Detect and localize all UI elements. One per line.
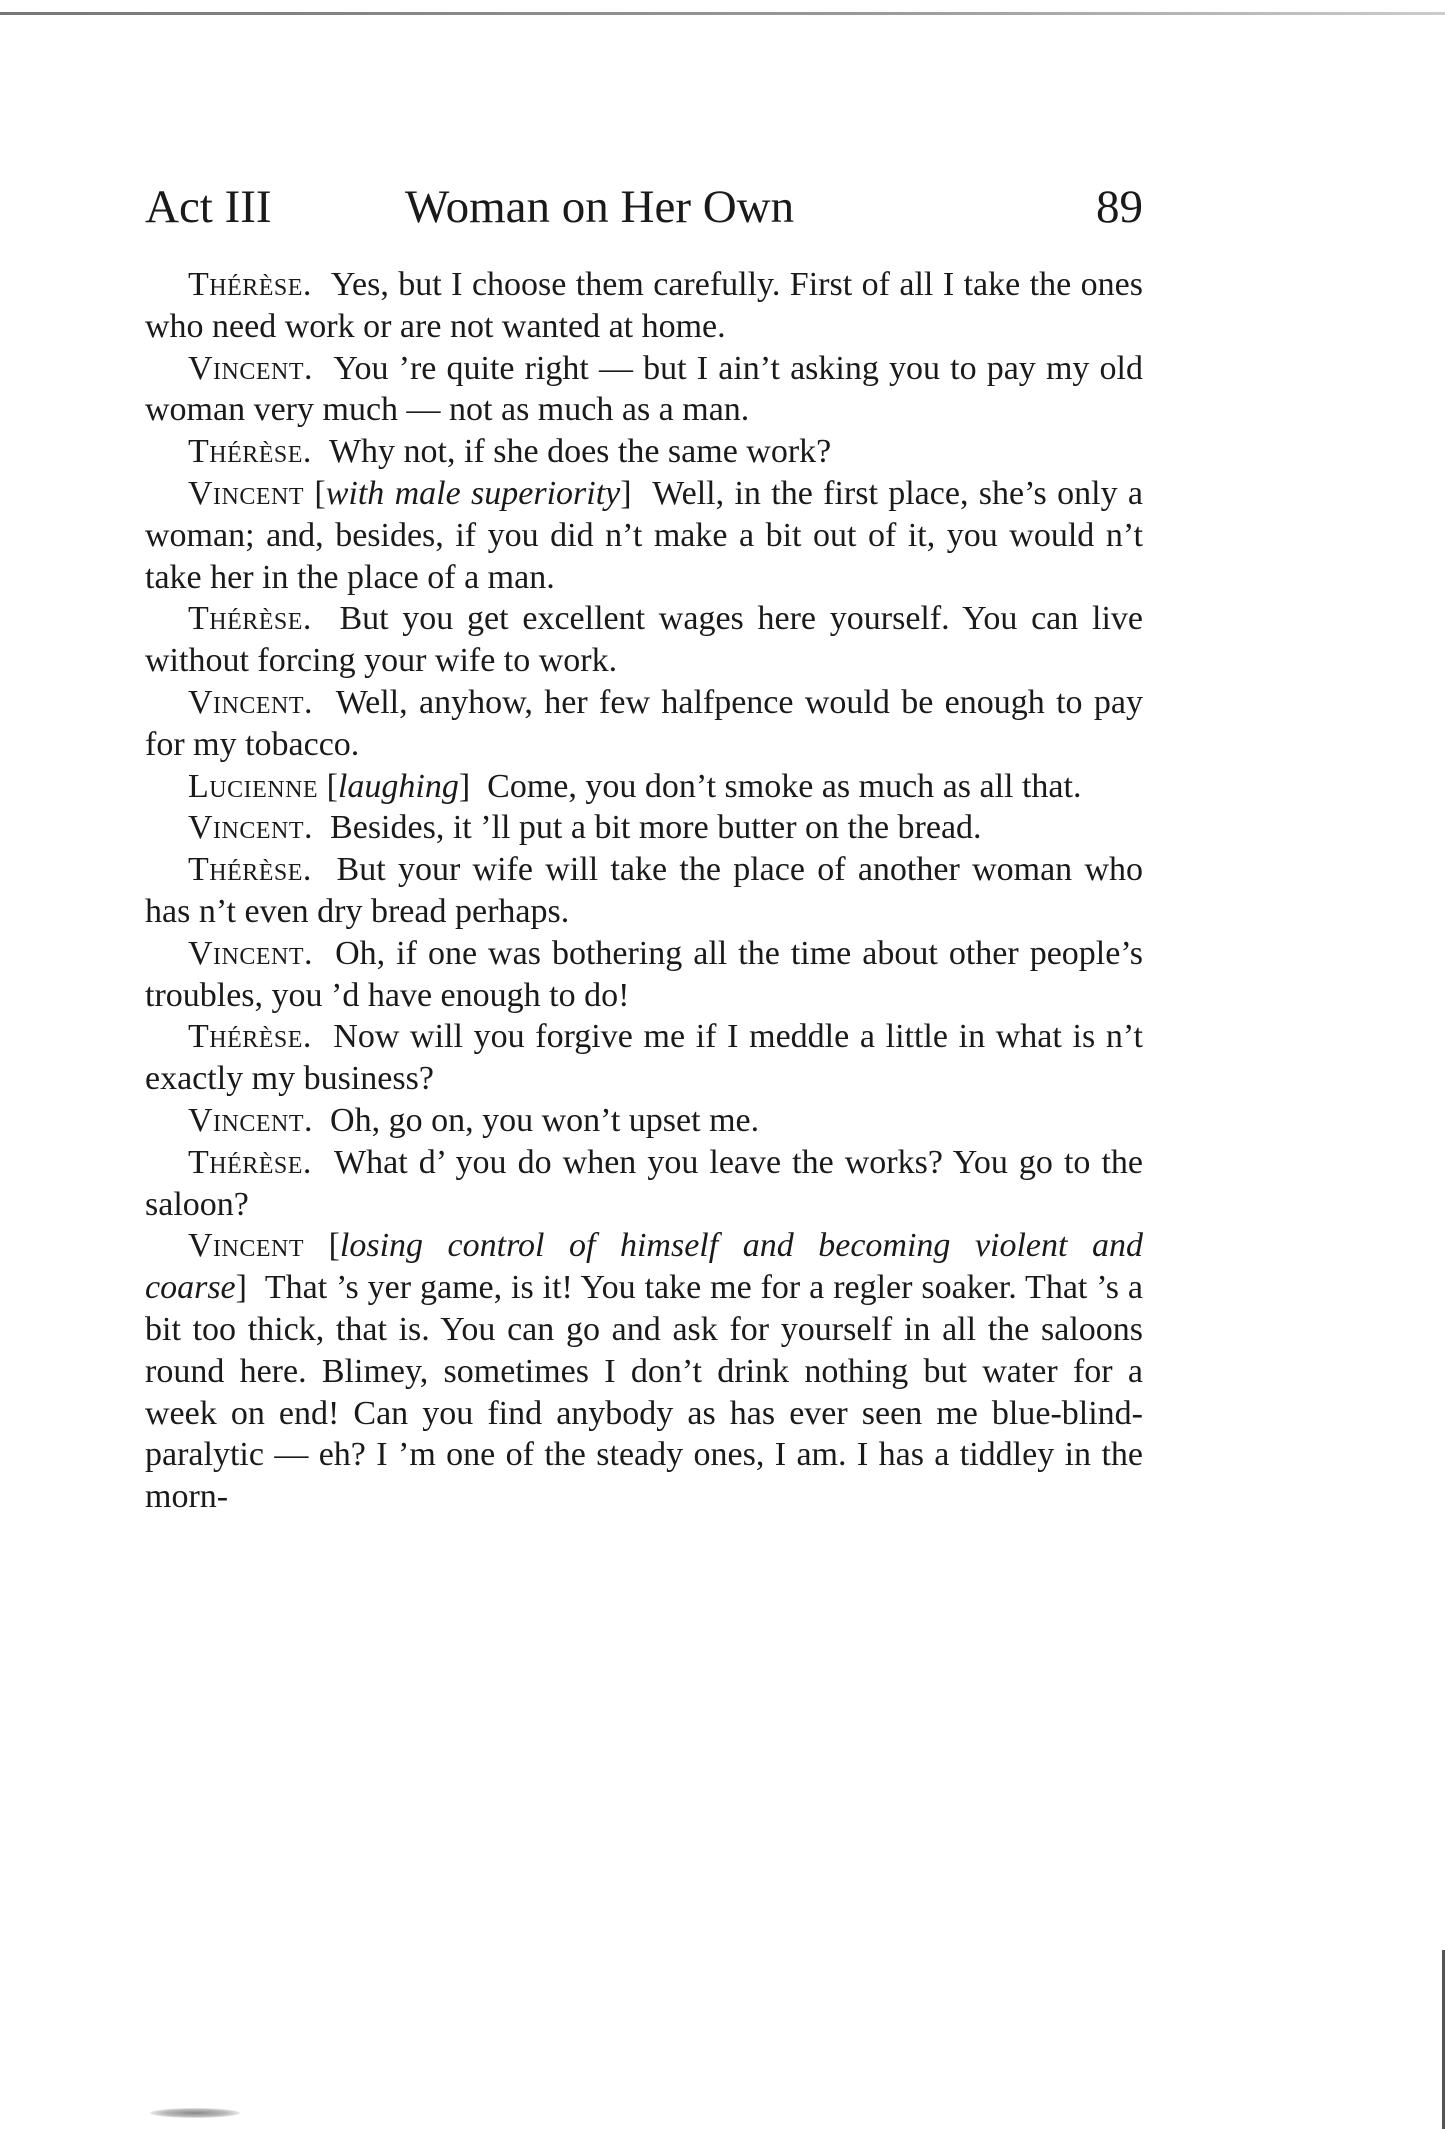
speech-paragraph <box>145 1016 1143 1100</box>
speech-text: But your wife will take the place of another woman who has n’t even dry bread perhaps. <box>145 851 1144 930</box>
page-number: 89 <box>1096 181 1143 233</box>
speech-text: Yes, but I choose them carefully. First of all I take the ones who need work or are not wanted at home. <box>145 266 1143 345</box>
speech-paragraph <box>145 431 1143 473</box>
speaker-name: Vincent <box>188 474 305 512</box>
stage-direction: with male superiority <box>325 474 621 512</box>
running-header <box>145 180 1143 240</box>
speech-paragraph: Vincent [losing control of himself and becoming violent and coarse] That ’s yer game, is it! You take me for a regler soaker. That ’s a bit too thick, that is. You can go and ask for yourself in all the saloons round here. Blimey, sometimes I don’t drink nothing but water for a week on end! Can you find anybody as has ever seen me blue-blind-paralytic — eh? I ’m one of the steady ones, I am. I has a tiddley in the morn- <box>145 1227 1143 1516</box>
speech-paragraph <box>145 807 1143 849</box>
speaker-name: Lucienne <box>188 767 319 805</box>
speech-text: What d’ you do when you leave the works? You go to the saloon? <box>145 1143 1143 1223</box>
speaker-name: Thérèse. <box>188 1018 312 1056</box>
scan-smudge <box>150 2108 240 2118</box>
speech-text: You ’re quite right — but I ain’t asking you to pay my old woman very much — not as much as a man. <box>145 349 1143 429</box>
speech-paragraph: Vincent [with male superiority] Well, in the first place, she’s only a woman; and, besides, if you did n’t make a bit out of it, you would n’t take her in the place of a man. <box>145 474 1144 596</box>
speech-text: Oh, go on, you won’t upset me. <box>330 1101 760 1139</box>
stage-direction: losing control of himself and becoming violent and coarse <box>145 1227 1143 1307</box>
speaker-name: Vincent. <box>188 683 314 721</box>
speech-paragraph <box>145 849 1143 933</box>
speech-text: That ’s yer game, is it! You take me for a regler soaker. That ’s a bit too thick, that is. You can go and ask for yourself in all the saloons round here. Blimey, sometimes I don’t drink nothing but water for a week on end! Can you find anybody as has ever seen me blue-blind-paralytic — eh? I ’m one of the steady ones, I am. I has a tiddley in the morn- <box>145 1269 1143 1516</box>
speech-paragraph <box>145 1100 1143 1142</box>
speech-text: Now will you forgive me if I meddle a little in what is n’t exactly my business? <box>145 1018 1143 1098</box>
speech-paragraph <box>145 1142 1143 1226</box>
speech-text: Well, anyhow, her few halfpence would be enough to pay for my tobacco. <box>145 683 1143 763</box>
speaker-name: Thérèse. <box>188 433 312 471</box>
speech-text: Why not, if she does the same work? <box>328 433 832 471</box>
speech-paragraph: Lucienne [laughing] Come, you don’t smoke as much as all that. <box>188 767 1082 805</box>
speaker-name: Thérèse. <box>188 851 312 889</box>
speech-paragraph <box>145 598 1143 682</box>
speech-text: Well, in the first place, she’s only a woman; and, besides, if you did n’t make a bit out of it, you would n’t take her in the place of a man. <box>145 474 1144 596</box>
speaker-name: Vincent. <box>188 934 314 972</box>
speech-paragraph <box>145 933 1143 1017</box>
speaker-name: Thérèse. <box>188 266 312 303</box>
running-title: Woman on Her Own <box>405 181 795 233</box>
top-edge-rule <box>0 12 1445 15</box>
speech-text: Oh, if one was bothering all the time about other people’s troubles, you ’d have enough to do! <box>145 934 1144 1014</box>
speech-text: But you get excellent wages here yourself. You can live without forcing your wife to work. <box>145 600 1143 680</box>
speech-text: Come, you don’t smoke as much as all that. <box>487 767 1082 805</box>
speaker-name: Vincent. <box>188 809 314 847</box>
play-text <box>145 264 1143 1518</box>
speech-paragraph <box>145 348 1143 432</box>
speech-text: Besides, it ’ll put a bit more butter on the bread. <box>330 809 982 847</box>
speaker-name: Thérèse. <box>188 600 312 638</box>
speaker-name: Vincent. <box>188 1101 314 1139</box>
speaker-name: Thérèse. <box>188 1143 312 1181</box>
speaker-name: Vincent <box>188 1227 305 1265</box>
speaker-name: Vincent. <box>188 349 314 387</box>
stage-direction: laughing <box>337 767 459 805</box>
speech-paragraph <box>145 682 1143 766</box>
speech-paragraph <box>145 264 1143 348</box>
act-label: Act III <box>145 181 272 233</box>
